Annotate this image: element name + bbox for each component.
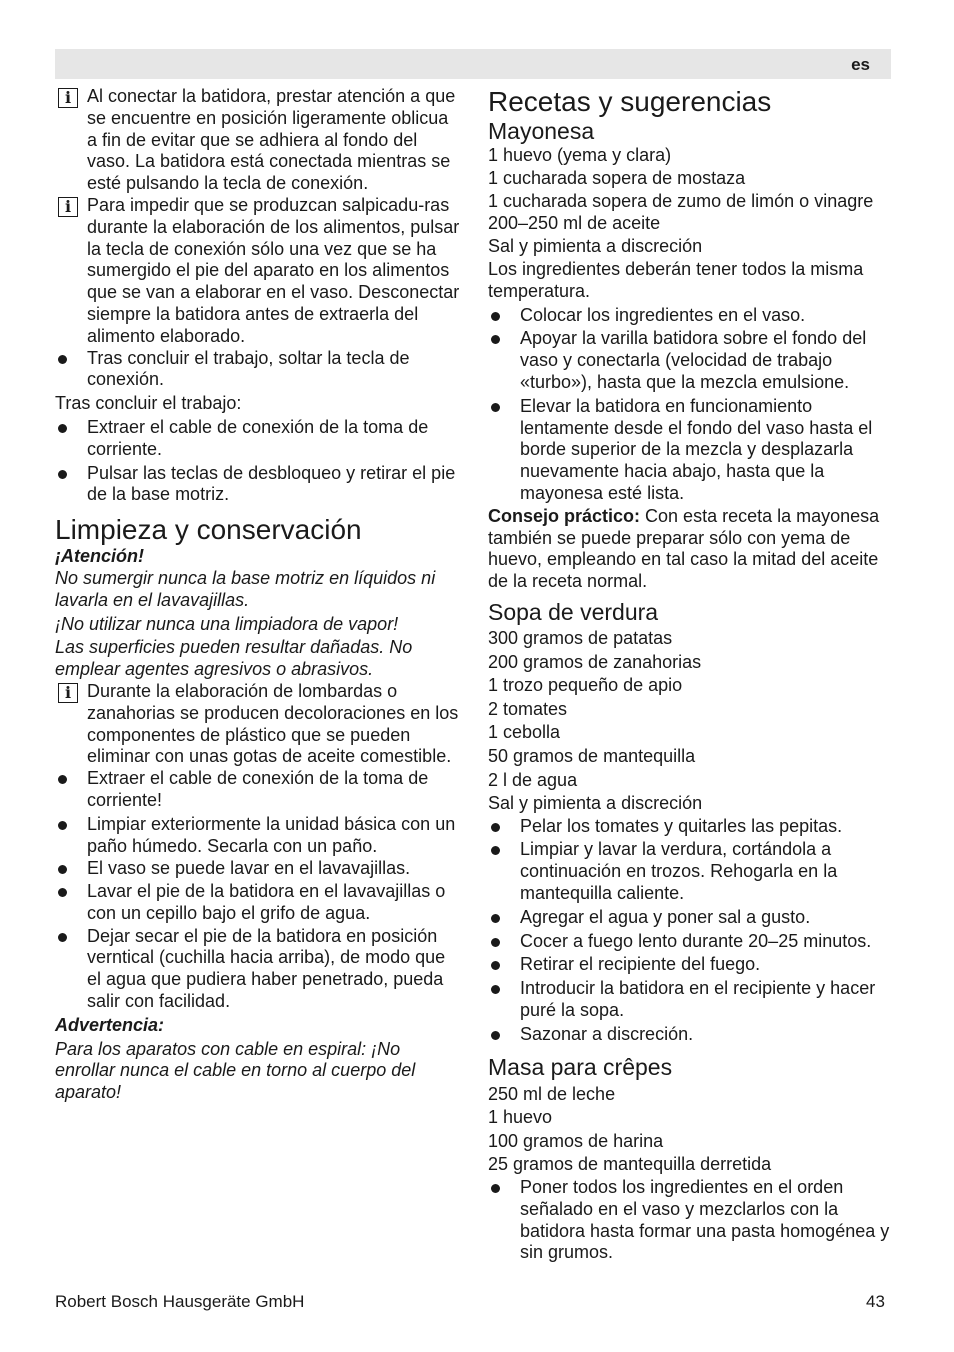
footer-company: Robert Bosch Hausgeräte GmbH <box>55 1292 305 1311</box>
bullet-text: Limpiar y lavar la verdura, cortándola a continuación en trozos. Rehogarla en la mantequilla caliente. <box>520 839 838 904</box>
ingredient: 2 l de agua <box>488 769 578 790</box>
info-note <box>55 681 460 768</box>
bullet-icon <box>58 865 67 874</box>
bullet-icon <box>491 403 500 412</box>
bullet-item <box>488 396 898 505</box>
bullet-text: Apoyar la varilla batidora sobre el fondo del vaso y conectarla (velocidad de trabajo «turbo»), hasta que la mezcla emulsione. <box>520 328 867 392</box>
info-text: Durante la elaboración de lombardas o zanahorias se producen decoloraciones en los componentes de plástico que se pueden eliminar con unas gotas de aceite comestible. <box>87 680 459 767</box>
warning-text: No sumergir nunca la base motriz en líquidos ni lavarla en el lavavajillas. <box>55 567 436 610</box>
bullet-item <box>488 954 898 976</box>
bullet-icon <box>491 312 500 321</box>
bullet-text: Dejar secar el pie de la batidora en posición verntical (cuchilla hacia arriba), de modo que el agua que pudiera haber penetrado, pueda salir con facilidad. <box>87 925 446 1012</box>
bullet-item <box>488 1177 898 1264</box>
info-icon: i <box>58 683 78 703</box>
warning-text: Las superficies pueden resultar dañadas. No emplear agentes agresivos o abrasivos. <box>55 637 413 680</box>
bullet-item <box>488 1024 898 1046</box>
bullet-icon <box>491 823 500 832</box>
bullet-icon <box>58 888 67 897</box>
recipe-title: Masa para crêpes <box>488 1053 673 1080</box>
bullet-text: Cocer a fuego lento durante 20–25 minutos. <box>520 930 872 951</box>
bullet-item <box>488 305 898 327</box>
bullet-text: Poner todos los ingredientes en el orden señalado en el vaso y mezclarlos con la batidora hasta formar una pasta homogénea y sin grumos. <box>520 1177 890 1263</box>
info-text: Para impedir que se produzcan salpicadu-ras durante la elaboración de los alimentos, pulsar la tecla de conexión sólo una vez que se ha sumergido el pie del aparato en los alimentos que se van a elaborar en el vaso. Desconectar siempre la batidora antes de extraerla del alimento elaborado. <box>87 194 460 346</box>
tip-paragraph <box>488 506 898 593</box>
attention-label: ¡Atención! <box>55 546 144 567</box>
bullet-item <box>488 931 898 953</box>
bullet-text: Tras concluir el trabajo, soltar la tecla de conexión. <box>87 347 410 390</box>
ingredient: 100 gramos de harina <box>488 1130 664 1151</box>
bullet-icon <box>58 470 67 479</box>
bullet-icon <box>58 424 67 433</box>
bullet-icon <box>491 335 500 344</box>
bullet-icon <box>491 961 500 970</box>
ingredient: 2 tomates <box>488 698 568 719</box>
bullet-text: Lavar el pie de la batidora en el lavavajillas o con un cepillo bajo el grifo de agua. <box>87 881 446 923</box>
bullet-text: Introducir la batidora en el recipiente y hacer puré la sopa. <box>520 978 876 1021</box>
warning-text: ¡No utilizar nunca una limpiadora de vapor! <box>55 613 399 634</box>
info-icon: i <box>58 197 78 217</box>
ingredient: 200–250 ml de aceite <box>488 213 661 234</box>
bullet-text: Limpiar exteriormente la unidad básica con un paño húmedo. Secarla con un paño. <box>87 813 456 856</box>
section-title: Limpieza y conservación <box>55 514 362 546</box>
bullet-icon <box>491 846 500 855</box>
bullet-text: Agregar el agua y poner sal a gusto. <box>520 906 811 927</box>
bullet-icon <box>491 1031 500 1040</box>
left-column <box>55 86 460 1104</box>
info-note <box>55 195 460 348</box>
info-note <box>55 86 460 195</box>
ingredient-list <box>488 1083 898 1177</box>
bullet-item <box>55 858 460 880</box>
recipe-note: Los ingredientes deberán tener todos la misma temperatura. <box>488 258 864 301</box>
header-bar <box>55 49 891 79</box>
bullet-text: Pelar los tomates y quitarles las pepitas. <box>520 815 843 836</box>
bullet-icon <box>491 938 500 947</box>
right-column <box>488 86 898 1264</box>
bullet-item <box>55 348 460 392</box>
bullet-item <box>55 814 460 858</box>
ingredient-list <box>488 627 898 816</box>
bullet-text: Elevar la batidora en funcionamiento lentamente desde el fondo del vaso hasta el borde superior de la mezcla y desplazarla nuevamente hacia abajo, hasta que la mayonesa esté lista. <box>520 395 873 503</box>
bullet-item <box>488 839 898 904</box>
ingredient: Sal y pimienta a discreción <box>488 793 703 814</box>
bullet-item <box>55 881 460 925</box>
recipe-title: Mayonesa <box>488 118 595 144</box>
bullet-item <box>488 907 898 929</box>
bullet-item <box>55 417 460 461</box>
paragraph: Tras concluir el trabajo: <box>55 393 242 414</box>
bullet-icon <box>58 355 67 364</box>
bullet-icon <box>58 821 67 830</box>
bullet-item <box>55 768 460 812</box>
page-number: 43 <box>866 1292 885 1311</box>
ingredient: Sal y pimienta a discreción <box>488 236 703 257</box>
bullet-text: El vaso se puede lavar en el lavavajillas. <box>87 858 411 879</box>
ingredient: 1 huevo <box>488 1107 553 1128</box>
bullet-text: Retirar el recipiente del fuego. <box>520 954 761 975</box>
ingredient: 300 gramos de patatas <box>488 627 673 648</box>
advertencia-text: Para los aparatos con cable en espiral: ¡No enrollar nunca el cable en torno al cuerpo del aparato! <box>55 1038 416 1103</box>
bullet-item <box>488 328 898 393</box>
bullet-item <box>488 978 898 1022</box>
bullet-item <box>55 926 460 1013</box>
ingredient: 250 ml de leche <box>488 1083 616 1104</box>
ingredient: 1 cebolla <box>488 722 561 743</box>
section-title: Recetas y sugerencias <box>488 86 772 117</box>
bullet-text: Sazonar a discreción. <box>520 1023 694 1044</box>
recipe-title: Sopa de verdura <box>488 598 659 625</box>
language-code: es <box>851 55 870 74</box>
ingredient: 1 huevo (yema y clara) <box>488 145 672 165</box>
bullet-icon <box>491 985 500 994</box>
bullet-text: Extraer el cable de conexión de la toma de corriente! <box>87 768 429 810</box>
ingredient: 1 cucharada sopera de mostaza <box>488 167 746 188</box>
bullet-item <box>488 816 898 838</box>
ingredient: 50 gramos de mantequilla <box>488 745 696 766</box>
bullet-icon <box>58 933 67 942</box>
bullet-icon <box>491 914 500 923</box>
ingredient: 25 gramos de mantequilla derretida <box>488 1154 772 1175</box>
bullet-item <box>55 463 460 507</box>
bullet-text: Pulsar las teclas de desbloqueo y retirar el pie de la base motriz. <box>87 462 456 505</box>
bullet-text: Extraer el cable de conexión de la toma de corriente. <box>87 416 429 459</box>
advertencia-label: Advertencia: <box>55 1014 165 1035</box>
ingredient: 1 cucharada sopera de zumo de limón o vinagre <box>488 190 874 211</box>
bullet-icon <box>491 1184 500 1193</box>
info-text: Al conectar la batidora, prestar atención a que se encuentre en posición ligeramente oblicua a fin de evitar que se adhiera al fondo del vaso. La batidora está conectada mientras se esté pulsando la tecla de conexión. <box>87 86 456 194</box>
tip-text: Con esta receta la mayonesa también se puede preparar sólo con yema de huevo, empleando en tal caso la mitad del aceite de la receta normal. <box>488 505 880 592</box>
ingredient: 200 gramos de zanahorias <box>488 651 702 672</box>
info-icon: i <box>58 88 78 108</box>
tip-label: Consejo práctico: <box>488 505 641 526</box>
ingredient: 1 trozo pequeño de apio <box>488 675 683 696</box>
bullet-icon <box>58 775 67 784</box>
bullet-text: Colocar los ingredientes en el vaso. <box>520 304 806 325</box>
